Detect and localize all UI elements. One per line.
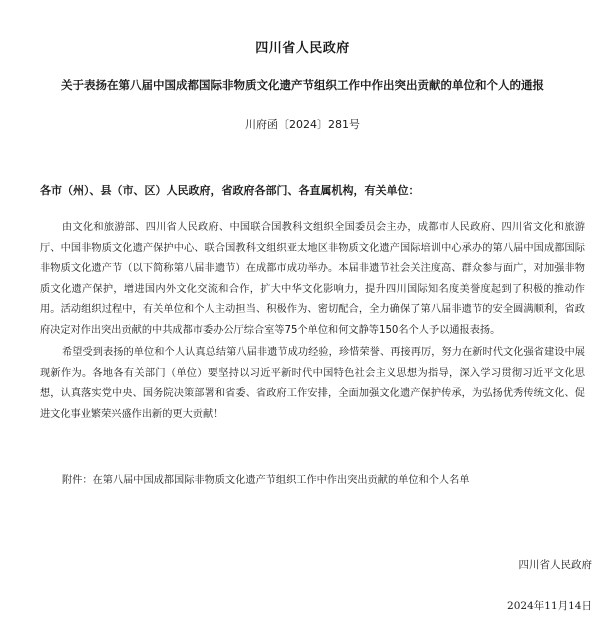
attachment-line: 附件：在第八届中国成都国际非物质文化遗产节组织工作中作出突出贡献的单位和个人名单 (62, 475, 470, 486)
signature-org: 四川省人民政府 (518, 559, 592, 571)
body-paragraph-2: 希望受到表扬的单位和个人认真总结第八届非遗节成功经验，珍惜荣誉、再接再厉，努力在新时代文化强省建设中展现新作为。各地各有关部门（单位）要坚持以习近平新时代中国特色社会主义思想为指导，深入学习贯彻习近平文化思想，认真落实党中央、国务院决策部署和省委、省政府工作安排，全面加强文化遗产保护传承，为弘扬优秀传统文化、促进文化事业繁荣兴盛作出新的更大贡献！ (40, 347, 585, 420)
salutation: 各市（州）、县（市、区）人民政府，省政府各部门、各直属机构，有关单位： (40, 184, 420, 197)
body-paragraph-1: 由文化和旅游部、四川省人民政府、中国联合国教科文组织全国委员会主办，成都市人民政府、四川省文化和旅游厅、中国非物质文化遗产保护中心、联合国教科文组织亚太地区非物质文化遗产国际培训中心承办的第八届中国成都国际非物质文化遗产节（以下简称第八届非遗节）在成都市成功举办。本届非遗节社会关注度高、群众参与面广，对加强非物质文化遗产保护，增进国内外文化交流和合作，扩大中华文化影响力，提升四川国际知名度美誉度起到了积极的推动作用。活动组织过程中，有关单位和个人主动担当、积极作为、密切配合，全力确保了第八届非遗节的安全圆满顺利，省政府决定对作出突出贡献的中共成都市委办公厅综合室等75个单位和何文静等150名个人予以通报表扬。 (40, 222, 585, 336)
document-title: 关于表扬在第八届中国成都国际非物质文化遗产节组织工作中作出突出贡献的单位和个人的通报 (61, 78, 544, 92)
document-number: 川府函〔2024〕281号 (245, 118, 360, 131)
issuing-org-title: 四川省人民政府 (255, 41, 350, 56)
signature-date: 2024年11月14日 (507, 600, 592, 612)
